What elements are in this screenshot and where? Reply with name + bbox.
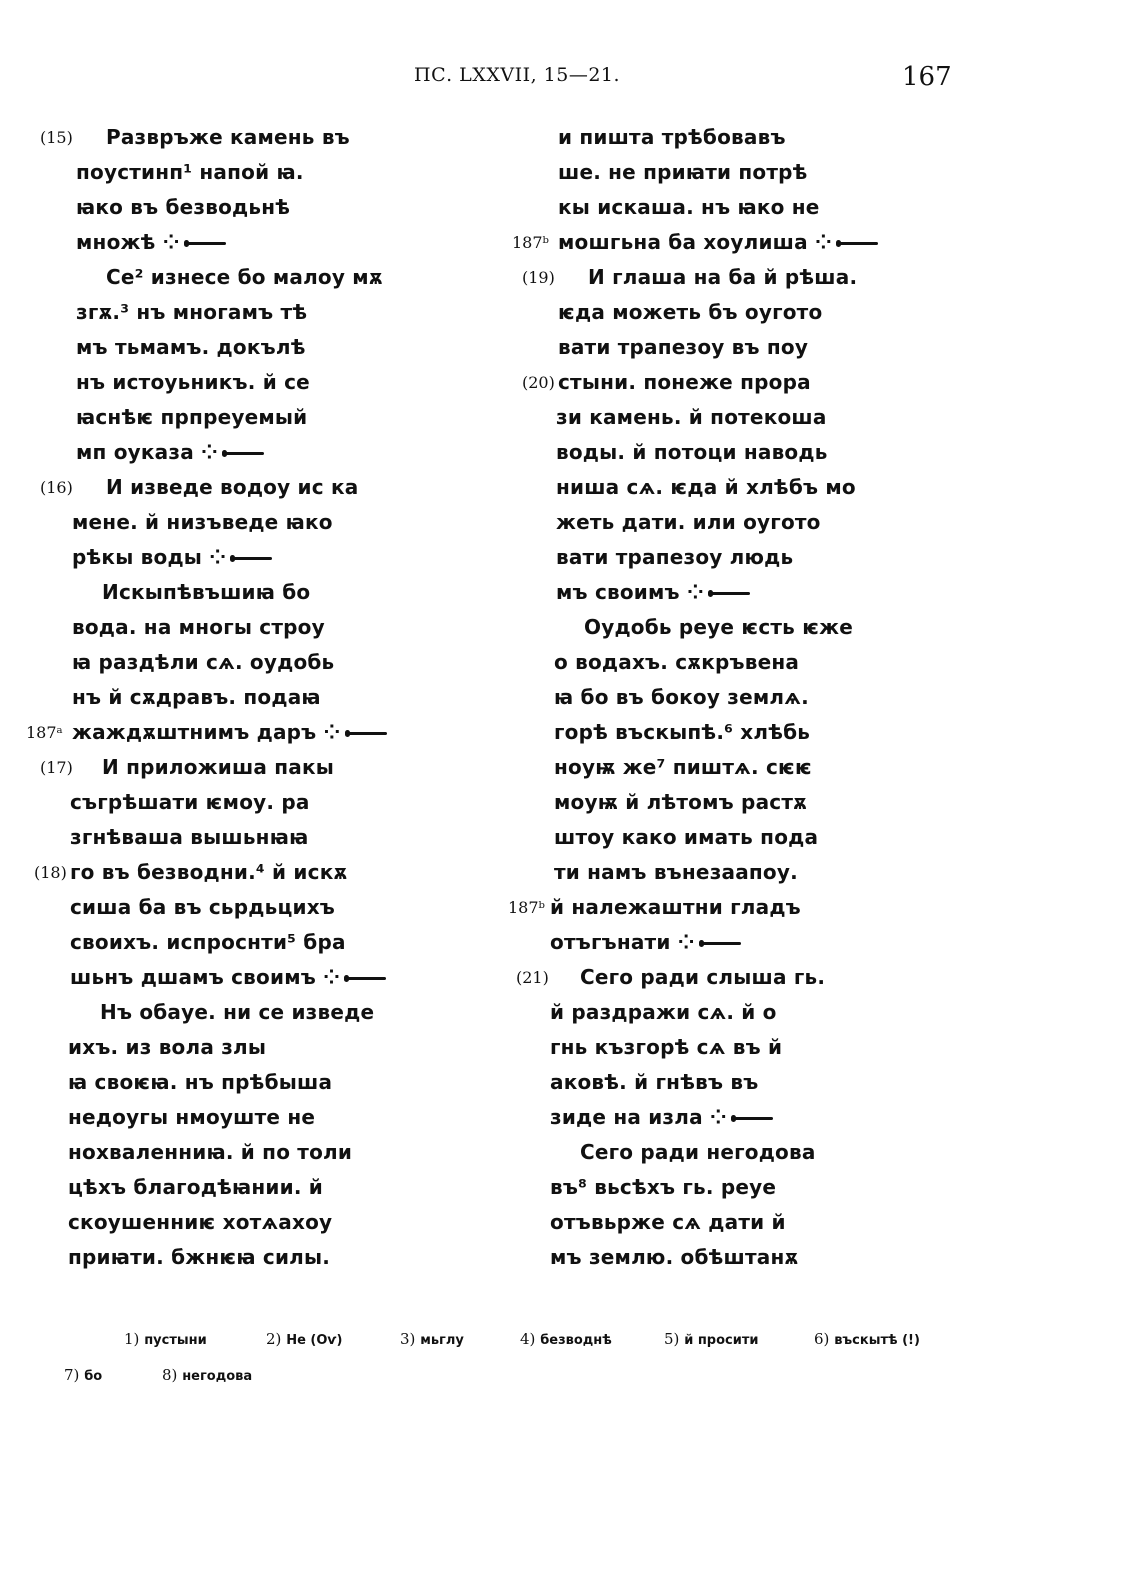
text-line: мене. й низъведе ꙗко bbox=[72, 510, 333, 534]
text-line: Сего ради слыша гь. bbox=[580, 965, 826, 989]
verse-marker: (16) bbox=[40, 478, 73, 497]
verse-marker: (21) bbox=[516, 968, 549, 987]
end-dash bbox=[224, 452, 264, 455]
text-line: вати трапезоу людь bbox=[556, 545, 794, 569]
text-line: гнь къзгорѣ сѧ въ й bbox=[550, 1035, 783, 1059]
text-line: го въ безводни.⁴ й искѫ bbox=[70, 860, 348, 884]
text-line: ти намъ вънезаапоу. bbox=[554, 860, 798, 884]
footnote: 5) й просити bbox=[664, 1330, 759, 1348]
text-line: отъгънати ⁘ bbox=[550, 925, 741, 960]
text-line: Сего ради негодова bbox=[580, 1140, 816, 1164]
footnote: 7) бо bbox=[64, 1366, 103, 1384]
text-line: згѫ.³ нъ многамъ тѣ bbox=[76, 300, 308, 324]
verse-marker: (20) bbox=[522, 373, 555, 392]
text-line: аковѣ. й гнѣвъ въ bbox=[550, 1070, 759, 1094]
text-line: зи камень. й потекоша bbox=[556, 405, 827, 429]
footnote: 1) пустыни bbox=[124, 1330, 207, 1348]
text-line: й належаштни гладъ bbox=[550, 895, 801, 919]
text-line: ихъ. из вола злы bbox=[68, 1035, 267, 1059]
text-line: кы искаша. нъ ꙗко не bbox=[558, 195, 820, 219]
verse-marker: (19) bbox=[522, 268, 555, 287]
text-line: жеть дати. или оугото bbox=[556, 510, 821, 534]
text-line: съгрѣшати ѥмоу. ра bbox=[70, 790, 310, 814]
text-line: Оудобь реуе ѥсть ѥже bbox=[584, 615, 854, 639]
end-dash bbox=[733, 1117, 773, 1120]
text-line: ѥда можеть бъ оугото bbox=[558, 300, 823, 324]
text-line: зиде на изла ⁘ bbox=[550, 1100, 773, 1135]
text-line: жаждѫштнимъ даръ ⁘ bbox=[72, 715, 387, 750]
text-line: ше. не приꙗти потрѣ bbox=[558, 160, 808, 184]
text-line: штоу како имать пода bbox=[554, 825, 819, 849]
footnote: 6) въскытѣ (!) bbox=[814, 1330, 920, 1348]
running-head: ПС. LXXVII, 15—21. bbox=[414, 64, 621, 86]
text-line: й раздражи сѧ. й о bbox=[550, 1000, 777, 1024]
text-line: И изведе водоу ис ка bbox=[106, 475, 359, 499]
text-line: мъ тьмамъ. докълѣ bbox=[76, 335, 306, 359]
text-line: скоушенниѥ хотѧахоу bbox=[68, 1210, 333, 1234]
verse-marker: (17) bbox=[40, 758, 73, 777]
end-dash bbox=[710, 592, 750, 595]
text-line: множѣ ⁘ bbox=[76, 225, 226, 260]
text-line: ꙗ бо въ бокоу землѧ. bbox=[554, 685, 809, 709]
text-line: нохваленниꙗ. й по толи bbox=[68, 1140, 353, 1164]
text-line: И глаша на ба й рѣша. bbox=[588, 265, 858, 289]
text-line: мошгьна ба хоулиша ⁘ bbox=[558, 225, 878, 260]
end-dash bbox=[701, 942, 741, 945]
end-dash bbox=[347, 732, 387, 735]
text-line: приꙗти. бжнѥꙗ силы. bbox=[68, 1245, 331, 1269]
text-line: поустинп¹ напой ꙗ. bbox=[76, 160, 304, 184]
text-line: мъ землю. обѣштанѫ bbox=[550, 1245, 799, 1269]
text-line: горѣ въскыпѣ.⁶ хлѣбь bbox=[554, 720, 811, 744]
footnote: 4) безводнѣ bbox=[520, 1330, 612, 1348]
folio-marker: 187ᵇ bbox=[508, 898, 545, 917]
page-number: 167 bbox=[902, 62, 952, 92]
text-line: о водахъ. сѫкръвена bbox=[554, 650, 800, 674]
text-line: мъ своимъ ⁘ bbox=[556, 575, 750, 610]
end-dash bbox=[838, 242, 878, 245]
end-dash bbox=[232, 557, 272, 560]
footnote: 8) негодова bbox=[162, 1366, 253, 1384]
text-line: сиша ба въ сьрдьцихъ bbox=[70, 895, 336, 919]
text-line: своихъ. испроснти⁵ бра bbox=[70, 930, 346, 954]
text-line: рѣкы воды ⁘ bbox=[72, 540, 272, 575]
text-line: вати трапезоу въ поу bbox=[558, 335, 809, 359]
text-line: моуѭ й лѣтомъ растѫ bbox=[554, 790, 808, 814]
text-line: ниша сѧ. ѥда й хлѣбъ мо bbox=[556, 475, 856, 499]
folio-marker: 187ᵇ bbox=[512, 233, 549, 252]
text-line: вода. на многы строу bbox=[72, 615, 325, 639]
text-line: ꙗснѣѥ прпреуемый bbox=[76, 405, 308, 429]
text-line: и пишта трѣбовавъ bbox=[558, 125, 786, 149]
text-line: недоугы нмоуште не bbox=[68, 1105, 316, 1129]
text-line: ꙗ раздѣли сѧ. оудобь bbox=[72, 650, 335, 674]
text-line: згнѣваша вышьнꙗꙗ bbox=[70, 825, 309, 849]
text-line: И приложиша пакы bbox=[102, 755, 335, 779]
verse-marker: (15) bbox=[40, 128, 73, 147]
footnote: 2) Не (Оѵ) bbox=[266, 1330, 343, 1348]
text-line: мп оуказа ⁘ bbox=[76, 435, 264, 470]
text-line: ноуѭ же⁷ пиштѧ. сѥѥ bbox=[554, 755, 812, 779]
end-dash bbox=[346, 977, 386, 980]
end-dash bbox=[186, 242, 226, 245]
text-line: стыни. понеже прора bbox=[558, 370, 811, 394]
text-line: Се² изнесе бо малоу мѫ bbox=[106, 265, 383, 289]
text-line: воды. й потоци наводь bbox=[556, 440, 828, 464]
text-line: Искыпѣвъшиꙗ бо bbox=[102, 580, 311, 604]
text-line: цѣхъ благодѣꙗнии. й bbox=[68, 1175, 323, 1199]
text-line: Нъ обауе. ни се изведе bbox=[100, 1000, 375, 1024]
text-line: шьнъ дшамъ своимъ ⁘ bbox=[70, 960, 386, 995]
folio-marker: 187ᵃ bbox=[26, 723, 63, 742]
text-line: въ⁸ вьсѣхъ гь. реуе bbox=[550, 1175, 777, 1199]
footnote: 3) мьглу bbox=[400, 1330, 464, 1348]
text-line: отъвьрже сѧ дати й bbox=[550, 1210, 786, 1234]
text-line: нъ й сѫдравъ. подаꙗ bbox=[72, 685, 321, 709]
text-line: нъ истоуьникъ. й се bbox=[76, 370, 310, 394]
text-line: ꙗ своѥꙗ. нъ прѣбыша bbox=[68, 1070, 333, 1094]
text-line: ꙗко въ безводьнѣ bbox=[76, 195, 291, 219]
text-line: Развръже камень въ bbox=[106, 125, 350, 149]
verse-marker: (18) bbox=[34, 863, 67, 882]
